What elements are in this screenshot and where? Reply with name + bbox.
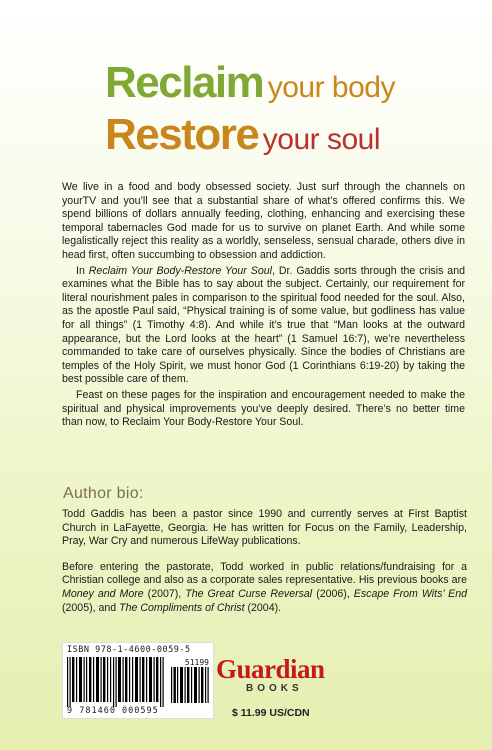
isbn-barcode [62, 642, 214, 719]
description-paragraph-3: Feast on these pages for the inspiration and encouragement needed to make the spiritual and physical improvements you’ve deeply desired. There’s no better time than now, to Reclaim Your Body-Restore Your Soul. [62, 388, 465, 429]
text-segment: (2007), [143, 587, 186, 600]
barcode-number: 9 781460 000595 [67, 706, 159, 716]
text-segment: In [76, 264, 89, 277]
book-title-italic: Reclaim Your Body-Restore Your Soul [88, 264, 272, 277]
bio-paragraph-1: Todd Gaddis has been a pastor since 1990 and currently serves at First Baptist Church in LaFayette, Georgia. He has written for Focus on the Family, Leadership, Pray, War Cry and numerous LifeWay publications. [62, 508, 467, 548]
book-title-italic: The Great Curse Reversal [185, 587, 313, 600]
bio-paragraph-2 [62, 561, 467, 615]
description-paragraph-1: We live in a food and body obsessed society. Just surf through the channels on yourTV and you’ll see that a substantial share of what’s offered confirms this. We spend billions of dollars annually feeding, clothing, enhancing and exercising these temporal tabernacles God made for us to survive on planet Earth. And while some legalistically reject this reality as a worldly, senseless, sensual charade, others dive in head first, often succumbing to obsession and addiction. [62, 181, 465, 261]
barcode-bars-icon [67, 657, 167, 707]
book-title-italic: Money and More [62, 587, 144, 600]
book-title-italic: Escape From Wits’ End [353, 587, 468, 600]
isbn-label: ISBN 978-1-4600-0059-5 [67, 645, 191, 655]
price-barcode-icon [171, 667, 209, 703]
description-paragraph-2 [62, 265, 465, 387]
title-line-1 [105, 58, 485, 108]
text-segment: , Dr. Gaddis sorts through the crisis and examines what the Bible has to say about the subject. Certainly, our requirement for literal nourishment pales in comparison to the spiritual food needed for the soul. Also, as the apostle Paul said, “Physical training is of some value, but godliness has value for all things” (1 Timothy 4:8). And while it’s true that “Man looks at the outward appearance, but the Lord looks at the heart” (1 Samuel 16:7), we’re nevertheless commanded to take care of ourselves physically. Since the bodies of Christians are temples of the Holy Spirit, we must honor God (1 Corinthians 6:19-20) by taking the best possible care of them. [62, 264, 465, 386]
title-reclaim: Reclaim [105, 58, 264, 107]
author-bio-heading: Author bio: [63, 485, 144, 502]
title-your-soul: your soul [262, 123, 381, 156]
price-code-label: 51199 [184, 658, 209, 667]
publisher-name: Guardian [216, 654, 325, 684]
price-label: $ 11.99 US/CDN [232, 707, 310, 719]
publisher-sub: BOOKS [246, 683, 303, 694]
book-title-italic: The Compliments of Christ [119, 601, 245, 614]
text-segment: (2005), and [62, 601, 120, 614]
publisher-logo [216, 655, 336, 694]
text-segment: (2004). [244, 601, 282, 614]
title-line-2 [105, 110, 485, 160]
title-restore: Restore [105, 110, 259, 159]
title-your-body: your body [267, 71, 395, 104]
text-segment: (2006), [312, 587, 354, 600]
author-bio [62, 508, 467, 627]
text-segment: Before entering the pastorate, Todd worked in public relations/fundraising for a Christian college and also as a corporate sales representative. His previous books are [62, 560, 467, 587]
book-description [62, 181, 465, 432]
